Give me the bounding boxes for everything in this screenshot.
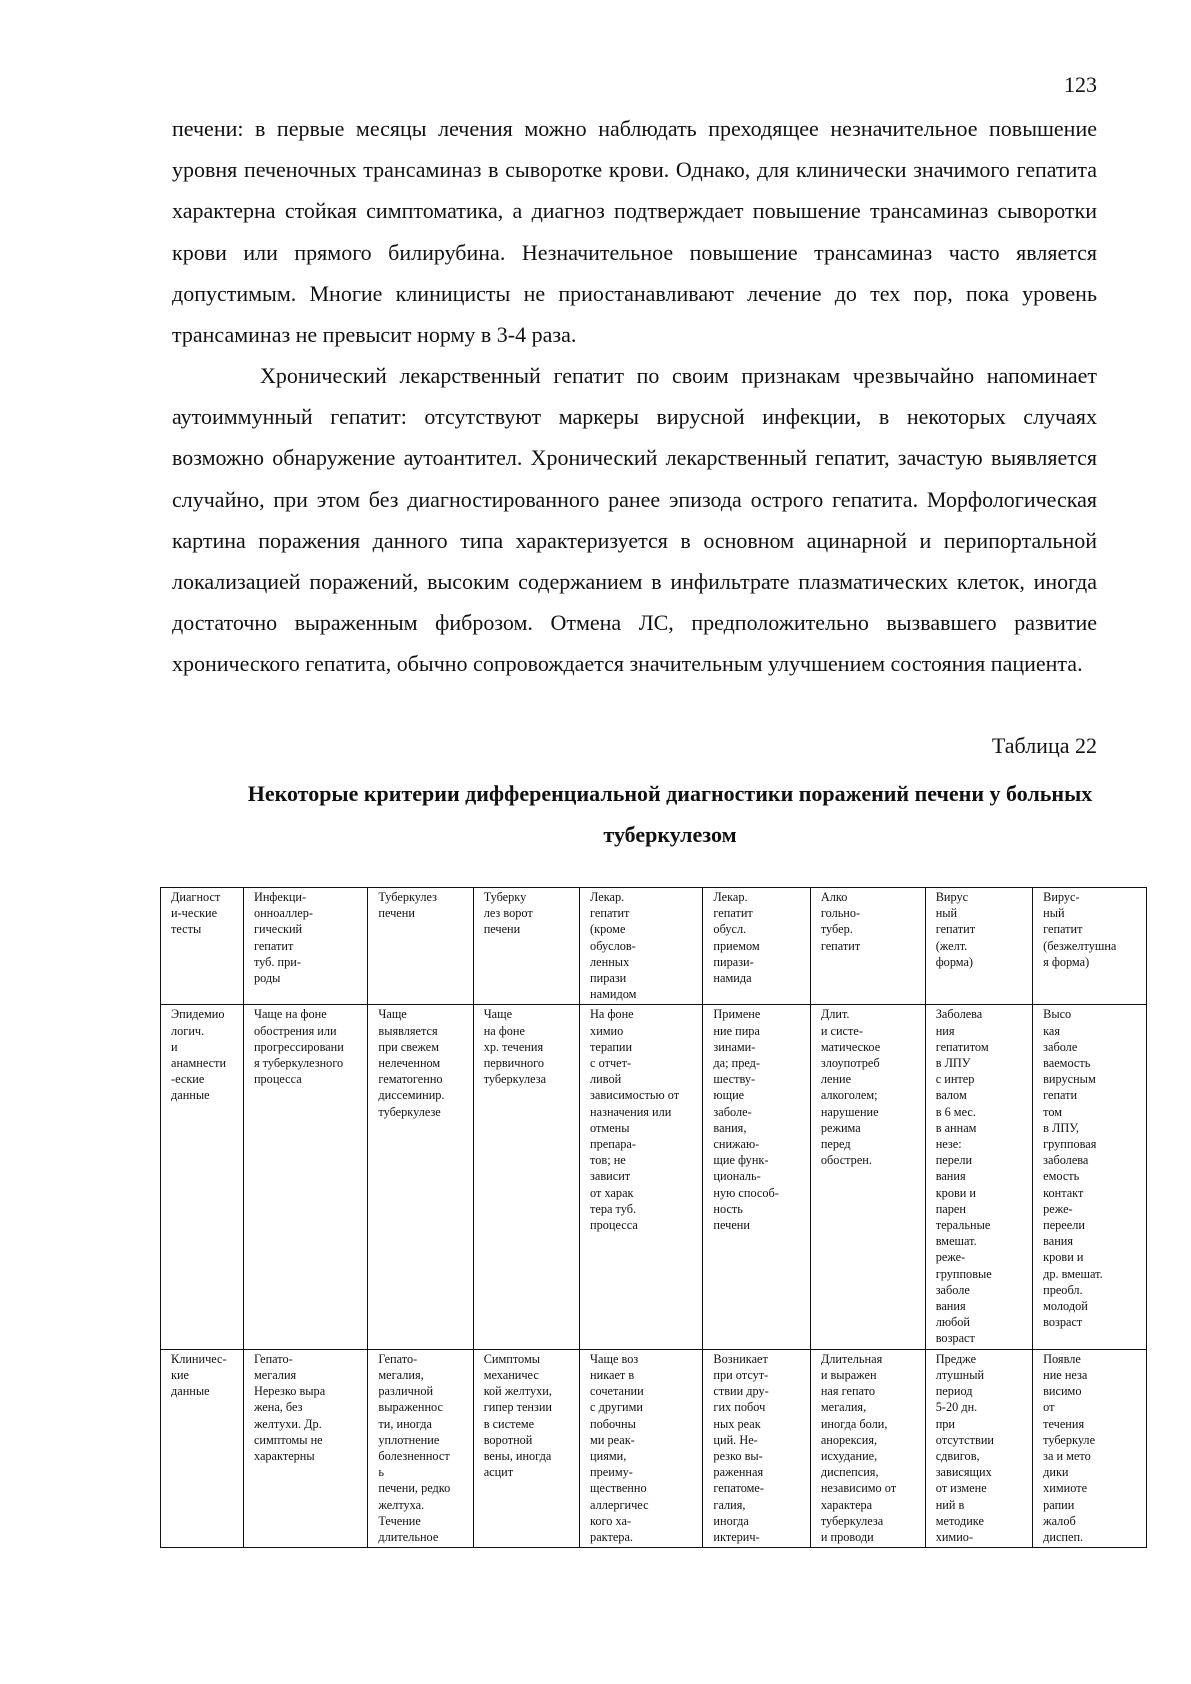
table-cell: Гепато- мегалия, различной выраженнос ти, иногда уплотнение болезненност ь печени, редко желтуха. Течение длительное bbox=[368, 1349, 473, 1547]
table-label: Таблица 22 bbox=[991, 733, 1097, 758]
header-cell-viral-hepatitis-icteric: Вирус ный гепатит (желт. форма) bbox=[925, 888, 1032, 1005]
table-cell: Высо кая заболе ваемость вирусным гепати том в ЛПУ, групповая заболева емость контакт реже- переели вания крови и др. вмешат. преобл. молодой возраст bbox=[1033, 1005, 1147, 1349]
criteria-table bbox=[160, 887, 1147, 1548]
page-number: 123 bbox=[1064, 72, 1097, 97]
table-cell: Длит. и систе- матическое злоупотреб ление алкоголем; нарушение режима перед обострен. bbox=[810, 1005, 925, 1349]
header-cell-diagnostic-tests: Диагност и-ческие тесты bbox=[161, 888, 244, 1005]
header-cell-liver-tuberculosis: Туберкулез печени bbox=[368, 888, 473, 1005]
table-cell: Предже лтушный период 5-20 дн. при отсутствии сдвигов, зависящих от измене ний в методике химио- bbox=[925, 1349, 1032, 1547]
table-cell: Примене ние пира зинами- да; пред- шеству- ющие заболе- вания, снижаю- щие функ- циональ- ную способ- ность печени bbox=[703, 1005, 810, 1349]
table-cell: Клиничес- кие данные bbox=[161, 1349, 244, 1547]
table-cell: Чаще на фоне обострения или прогрессировани я туберкулезного процесса bbox=[243, 1005, 367, 1349]
table-cell: На фоне химио терапии с отчет- ливой зависимостью от назначения или отмены препара- тов; не зависит от харак тера туб. процесса bbox=[580, 1005, 703, 1349]
header-cell-portal-tuberculosis: Туберку лез ворот печени bbox=[473, 888, 579, 1005]
header-cell-pyrazinamide-hepatitis: Лекар. гепатит обусл. приемом пирази- намида bbox=[703, 888, 810, 1005]
table-cell: Возникает при отсут- ствии дру- гих побоч ных реак ций. Не- резко вы- раженная гепатоме- галия, иногда иктерич- bbox=[703, 1349, 810, 1547]
table-cell: Чаще выявляется при свежем нелеченном гематогенно диссеминир. туберкулезе bbox=[368, 1005, 473, 1349]
paragraph-1: печени: в первые месяцы лечения можно наблюдать преходящее незначительное повышение уровня печеночных трансаминаз в сыворотке крови. Однако, для клинически значимого гепатита характерна стойкая симптоматика, а диагноз подтверждает повышение трансаминаз сыворотки крови или прямого билирубина. Незначительное повышение трансаминаз часто является допустимым. Многие клиницисты не приостанавливают лечение до тех пор, пока уровень трансаминаз не превысит норму в 3-4 раза. bbox=[172, 116, 1097, 348]
table-cell: Заболева ния гепатитом в ЛПУ с интер валом в 6 мес. в аннам незе: перели вания крови и парен теральные вмешат. реже- групповые заболе вания любой возраст bbox=[925, 1005, 1032, 1349]
paragraph-2: Хронический лекарственный гепатит по своим признакам чрезвычайно напоминает аутоиммунный гепатит: отсутствуют маркеры вирусной инфекции, в некоторых случаях возможно обнаружение аутоантител. Хронический лекарственный гепатит, зачастую выявляется случайно, при этом без диагностированного ранее эпизода острого гепатита. Морфологическая картина поражения данного типа характеризуется в основном ацинарной и перипортальной локализацией поражений, высоким содержанием в инфильтрате плазматических клеток, иногда достаточно выраженным фиброзом. Отмена ЛС, предположительно вызвавшего развитие хронического гепатита, обычно сопровождается значительным улучшением состояния пациента. bbox=[172, 363, 1097, 677]
table-cell: Гепато- мегалия Нерезко выра жена, без желтухи. Др. симптомы не характерны bbox=[243, 1349, 367, 1547]
table-cell: Появле ние неза висимо от течения туберкуле за и мето дики химиоте рапии жалоб диспеп. bbox=[1033, 1349, 1147, 1547]
header-cell-drug-hepatitis: Лекар. гепатит (кроме обуслов- ленных пирази намидом bbox=[580, 888, 703, 1005]
table-cell: Чаще на фоне хр. течения первичного туберкулеза bbox=[473, 1005, 579, 1349]
header-row bbox=[161, 888, 1147, 1005]
table-cell: Симптомы механичес кой желтухи, гипер тензии в системе воротной вены, иногда асцит bbox=[473, 1349, 579, 1547]
table-row bbox=[161, 1005, 1147, 1349]
header-cell-viral-hepatitis-anicteric: Вирус- ный гепатит (безжелтушна я форма) bbox=[1033, 888, 1147, 1005]
table-cell: Эпидемио логич. и анамнести -еские данные bbox=[161, 1005, 244, 1349]
table-cell: Длительная и выражен ная гепато мегалия, иногда боли, анорексия, исхудание, диспепсия, независимо от характера туберкулеза и проводи bbox=[810, 1349, 925, 1547]
table-title: Некоторые критерии дифференциальной диагностики поражений печени у больных туберкулезом bbox=[247, 781, 1093, 847]
table-cell: Чаще воз никает в сочетании с другими побочны ми реак- циями, преиму- щественно аллергичес кого ха- рактера. bbox=[580, 1349, 703, 1547]
header-cell-alcohol-hepatitis: Алко гольно- тубер. гепатит bbox=[810, 888, 925, 1005]
header-cell-infectious-allergic-hepatitis: Инфекци- онноаллер- гический гепатит туб. при- роды bbox=[243, 888, 367, 1005]
table-row bbox=[161, 1349, 1147, 1547]
